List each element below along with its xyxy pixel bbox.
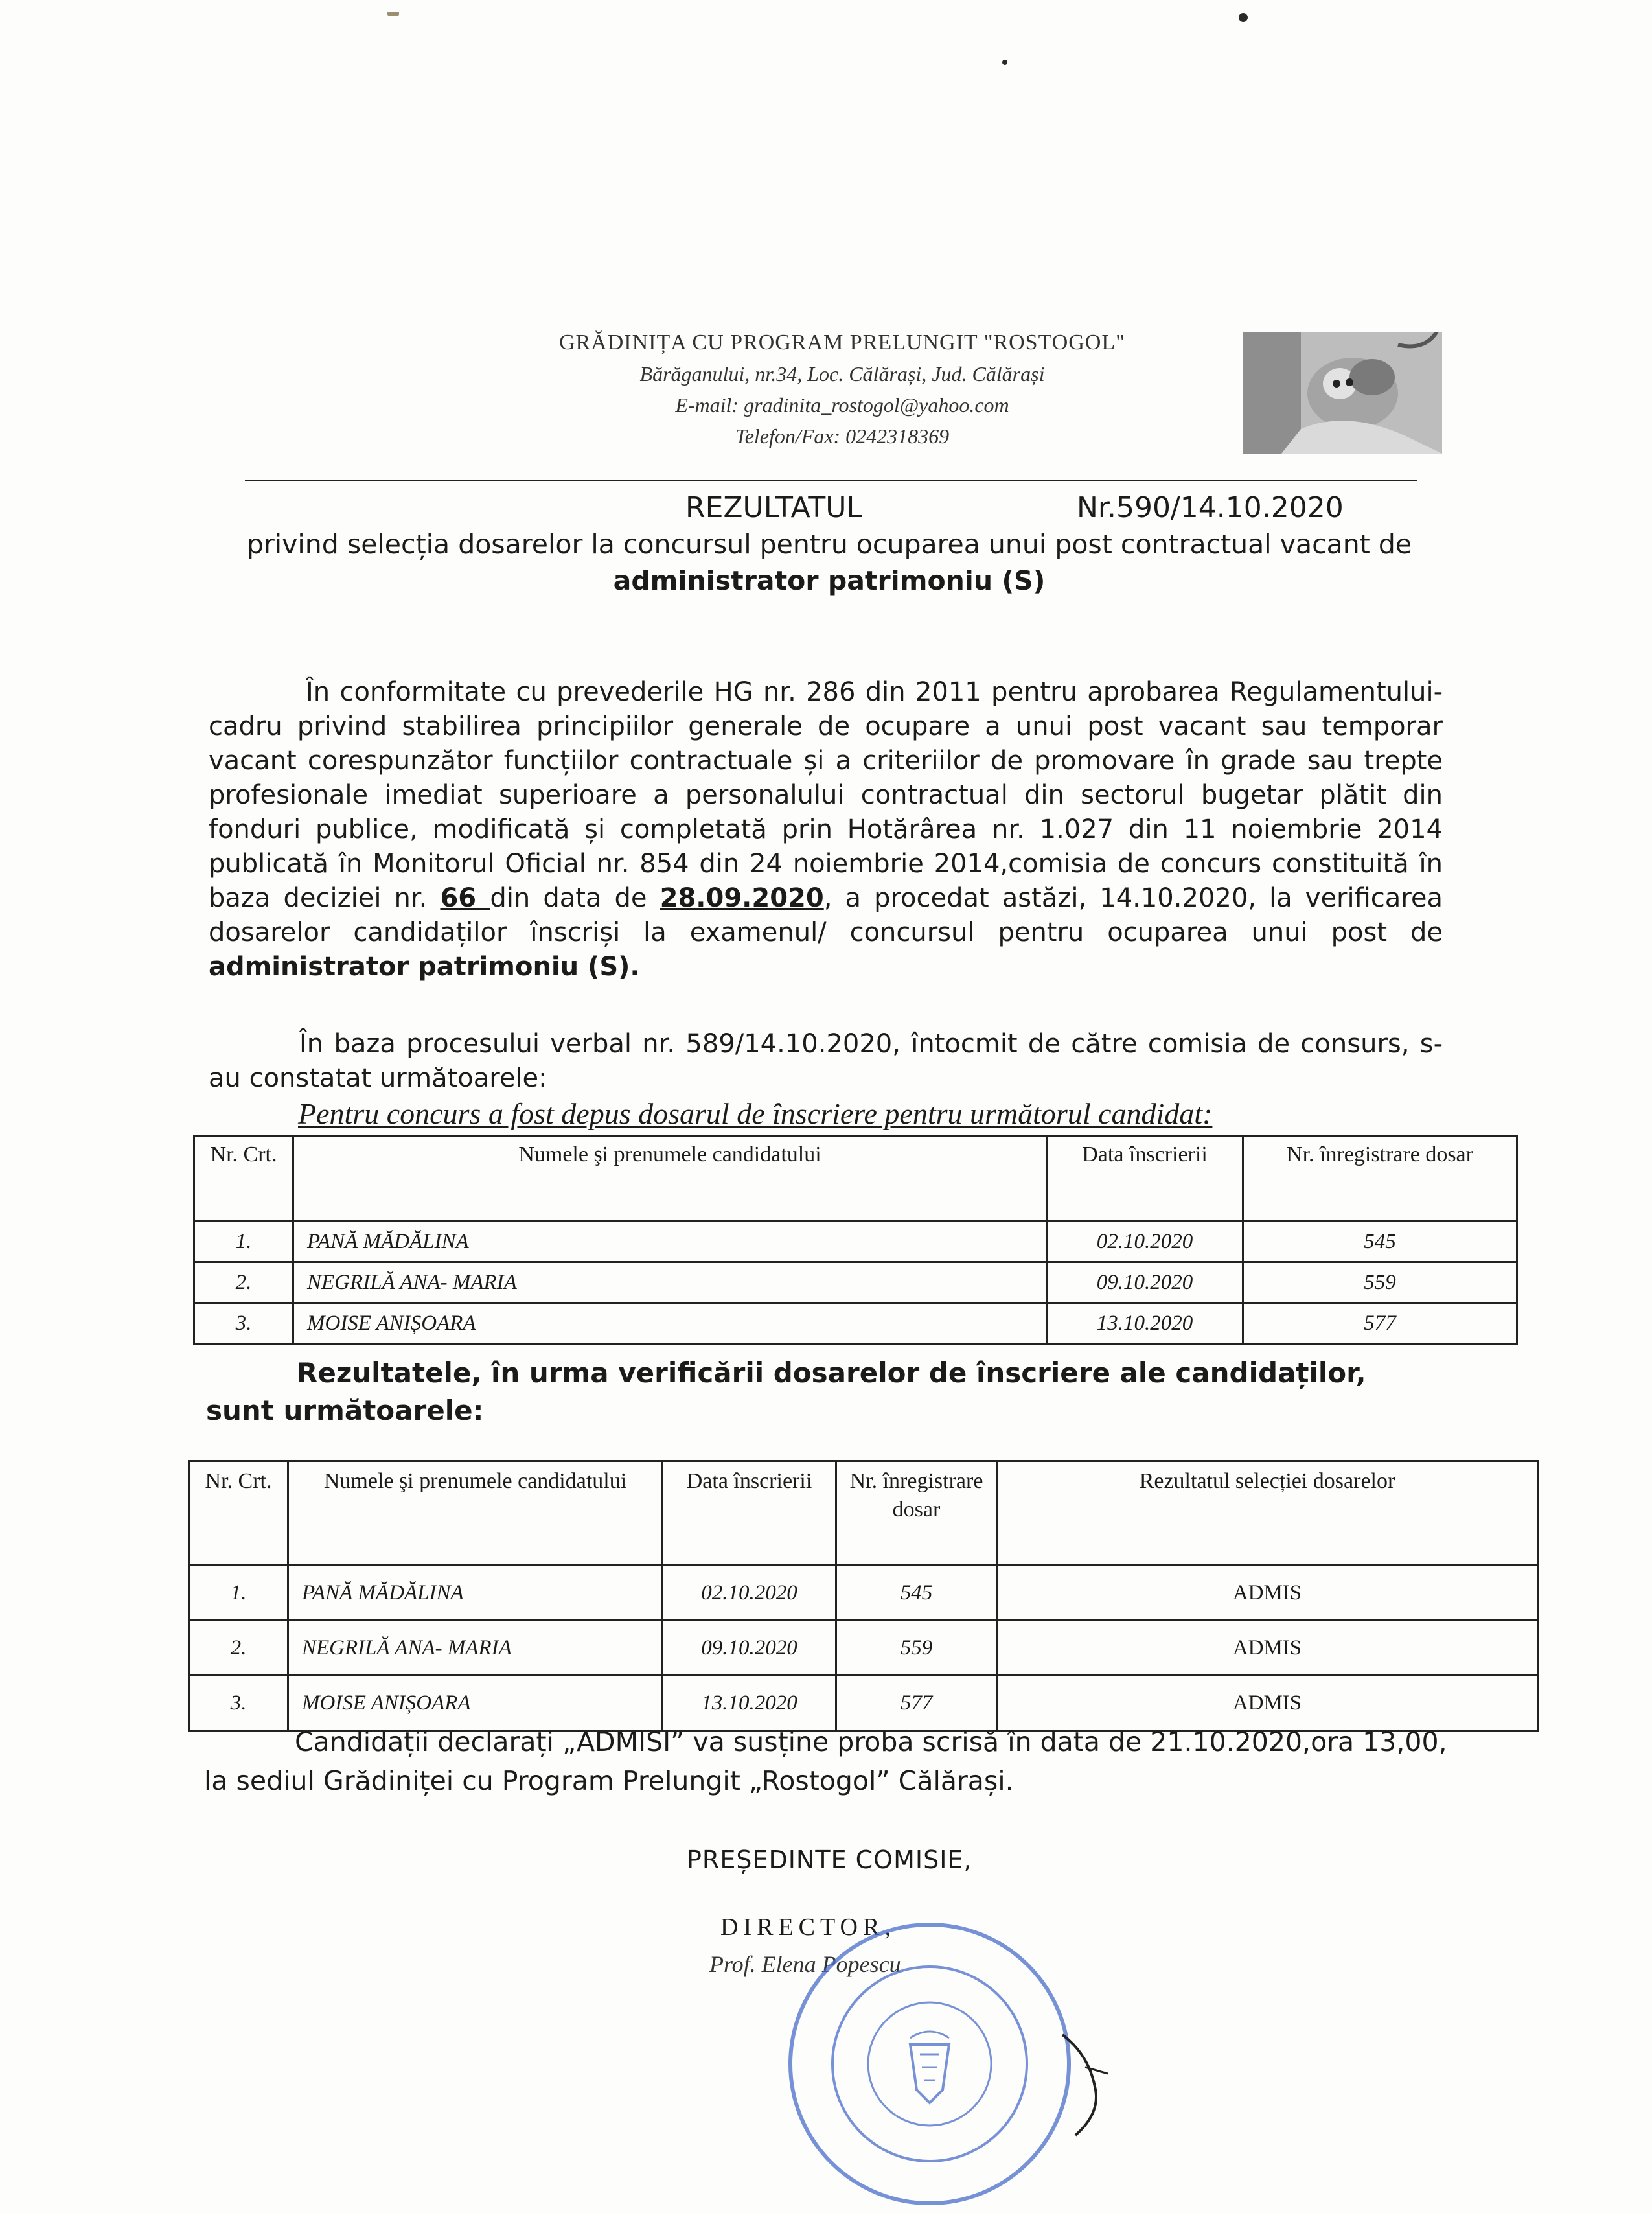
row-number: 1. [194,1222,293,1262]
post-name: administrator patrimoniu (S). [209,952,640,982]
table-row [194,1303,1517,1344]
candidate-name: NEGRILĂ ANA- MARIA [293,1262,1047,1303]
candidate-name: PANĂ MĂDĂLINA [293,1222,1047,1262]
registration-date: 13.10.2020 [663,1676,836,1731]
institution-phone: Telefon/Fax: 0242318369 [735,424,950,448]
selection-result: ADMIS [997,1621,1538,1676]
committee-president-label: PREȘEDINTE COMISIE, [687,1846,972,1874]
letterhead [453,327,1231,452]
row-number: 1. [189,1566,288,1621]
candidates-table [193,1135,1518,1345]
table-row [189,1621,1538,1676]
registration-date: 09.10.2020 [663,1621,836,1676]
table-row [194,1262,1517,1303]
column-header: Numele şi prenumele candidatului [293,1137,1047,1222]
candidate-name: PANĂ MĂDĂLINA [288,1566,663,1621]
table-header-row [194,1137,1517,1222]
signature-mark [1050,2028,1127,2138]
registration-number: 559 [836,1621,997,1676]
document-subtitle [214,526,1445,599]
registration-number: 545 [1243,1222,1517,1262]
registration-date: 02.10.2020 [663,1566,836,1621]
table1-caption: Pentru concurs a fost depus dosarul de înscriere pentru următorul candidat: [298,1097,1213,1130]
paragraph-legal-basis [209,675,1443,984]
scan-speck [1239,13,1248,22]
registration-number: 577 [1243,1303,1517,1344]
decision-number: 66 [440,883,490,913]
scan-speck [1002,60,1007,65]
registration-number: 577 [836,1676,997,1731]
paragraph-text: din data de [490,883,660,913]
results-heading: Rezultatele, în urma verificării dosarelor de înscriere ale candidaților, sunt următoarele: [206,1357,1366,1426]
candidate-name: NEGRILĂ ANA- MARIA [288,1621,663,1676]
column-header: Data înscrierii [1047,1137,1243,1222]
column-header: Nr. Crt. [189,1461,288,1566]
registration-date: 02.10.2020 [1047,1222,1243,1262]
results-table [188,1460,1539,1732]
director-label: DIRECTOR, [720,1914,896,1941]
row-number: 3. [194,1303,293,1344]
paragraph-text: , a procedat astăzi, 14.10.2020, la verificarea dosarelor candidaților înscriși la examenul/ concursul pentru ocuparea unui post de [209,883,1443,947]
registration-number: 545 [836,1566,997,1621]
scan-speck [387,12,399,16]
selection-result: ADMIS [997,1676,1538,1731]
kindergarten-logo-image [1243,332,1442,454]
selection-result: ADMIS [997,1566,1538,1621]
document-title: REZULTATUL [685,491,862,524]
row-number: 2. [194,1262,293,1303]
column-header: Rezultatul selecției dosarelor [997,1461,1538,1566]
institution-address: Bărăganului, nr.34, Loc. Călărași, Jud. Călărași [639,362,1045,386]
column-header: Nr. înregistrare dosar [1243,1137,1517,1222]
candidate-name: MOISE ANIȘOARA [288,1676,663,1731]
row-number: 3. [189,1676,288,1731]
registration-number: 559 [1243,1262,1517,1303]
row-number: 2. [189,1621,288,1676]
paragraph-minutes: În baza procesului verbal nr. 589/14.10.2020, întocmit de către comisia de consurs, s-au constatat următoarele: [209,1029,1443,1093]
post-name: administrator patrimoniu (S) [613,565,1046,596]
document-number: Nr.590/14.10.2020 [1077,491,1344,524]
column-header: Data înscrierii [663,1461,836,1566]
closing-paragraph: Candidații declarați „ADMISI” va susține proba scrisă în data de 21.10.2020,ora 13,00, la sediul Grădiniței cu Program Prelungit „Rostogol” Călărași. [204,1726,1447,1796]
table-row [194,1222,1517,1262]
paragraph-text: În conformitate cu prevederile HG nr. 286 din 2011 pentru aprobarea Regulamentului-cadru privind stabilirea principiilor generale de ocupare a unui post vacant sau temporar vacant corespunzător funcțiilor contractuale și a criteriilor de promovare în grade sau trepte profesionale imediat superioare a personalului contractual din sectorul bugetar plătit din fonduri publice, modificată și completată prin Hotărârea nr. 1.027 din 11 noiembrie 2014 publicată în Monitorul Oficial nr. 854 din 24 noiembrie 2014,comisia de concurs constituită în baza deciziei nr. [209,677,1443,913]
column-header: Nr. înregistrare dosar [836,1461,997,1566]
subtitle-text: privind selecția dosarelor la concursul pentru ocuparea unui post contractual vacant de [246,529,1412,560]
registration-date: 09.10.2020 [1047,1262,1243,1303]
column-header: Numele şi prenumele candidatului [288,1461,663,1566]
official-stamp [781,1915,1079,2213]
candidate-name: MOISE ANIȘOARA [293,1303,1047,1344]
column-header: Nr. Crt. [194,1137,293,1222]
registration-date: 13.10.2020 [1047,1303,1243,1344]
director-name: Prof. Elena Popescu [709,1951,901,1977]
header-divider [245,480,1417,481]
table-row [189,1566,1538,1621]
decision-date: 28.09.2020 [660,883,824,913]
institution-email: E-mail: gradinita_rostogol@yahoo.com [675,393,1009,417]
institution-name: GRĂDINIȚA CU PROGRAM PRELUNGIT "ROSTOGOL" [558,330,1126,354]
table-header-row [189,1461,1538,1566]
